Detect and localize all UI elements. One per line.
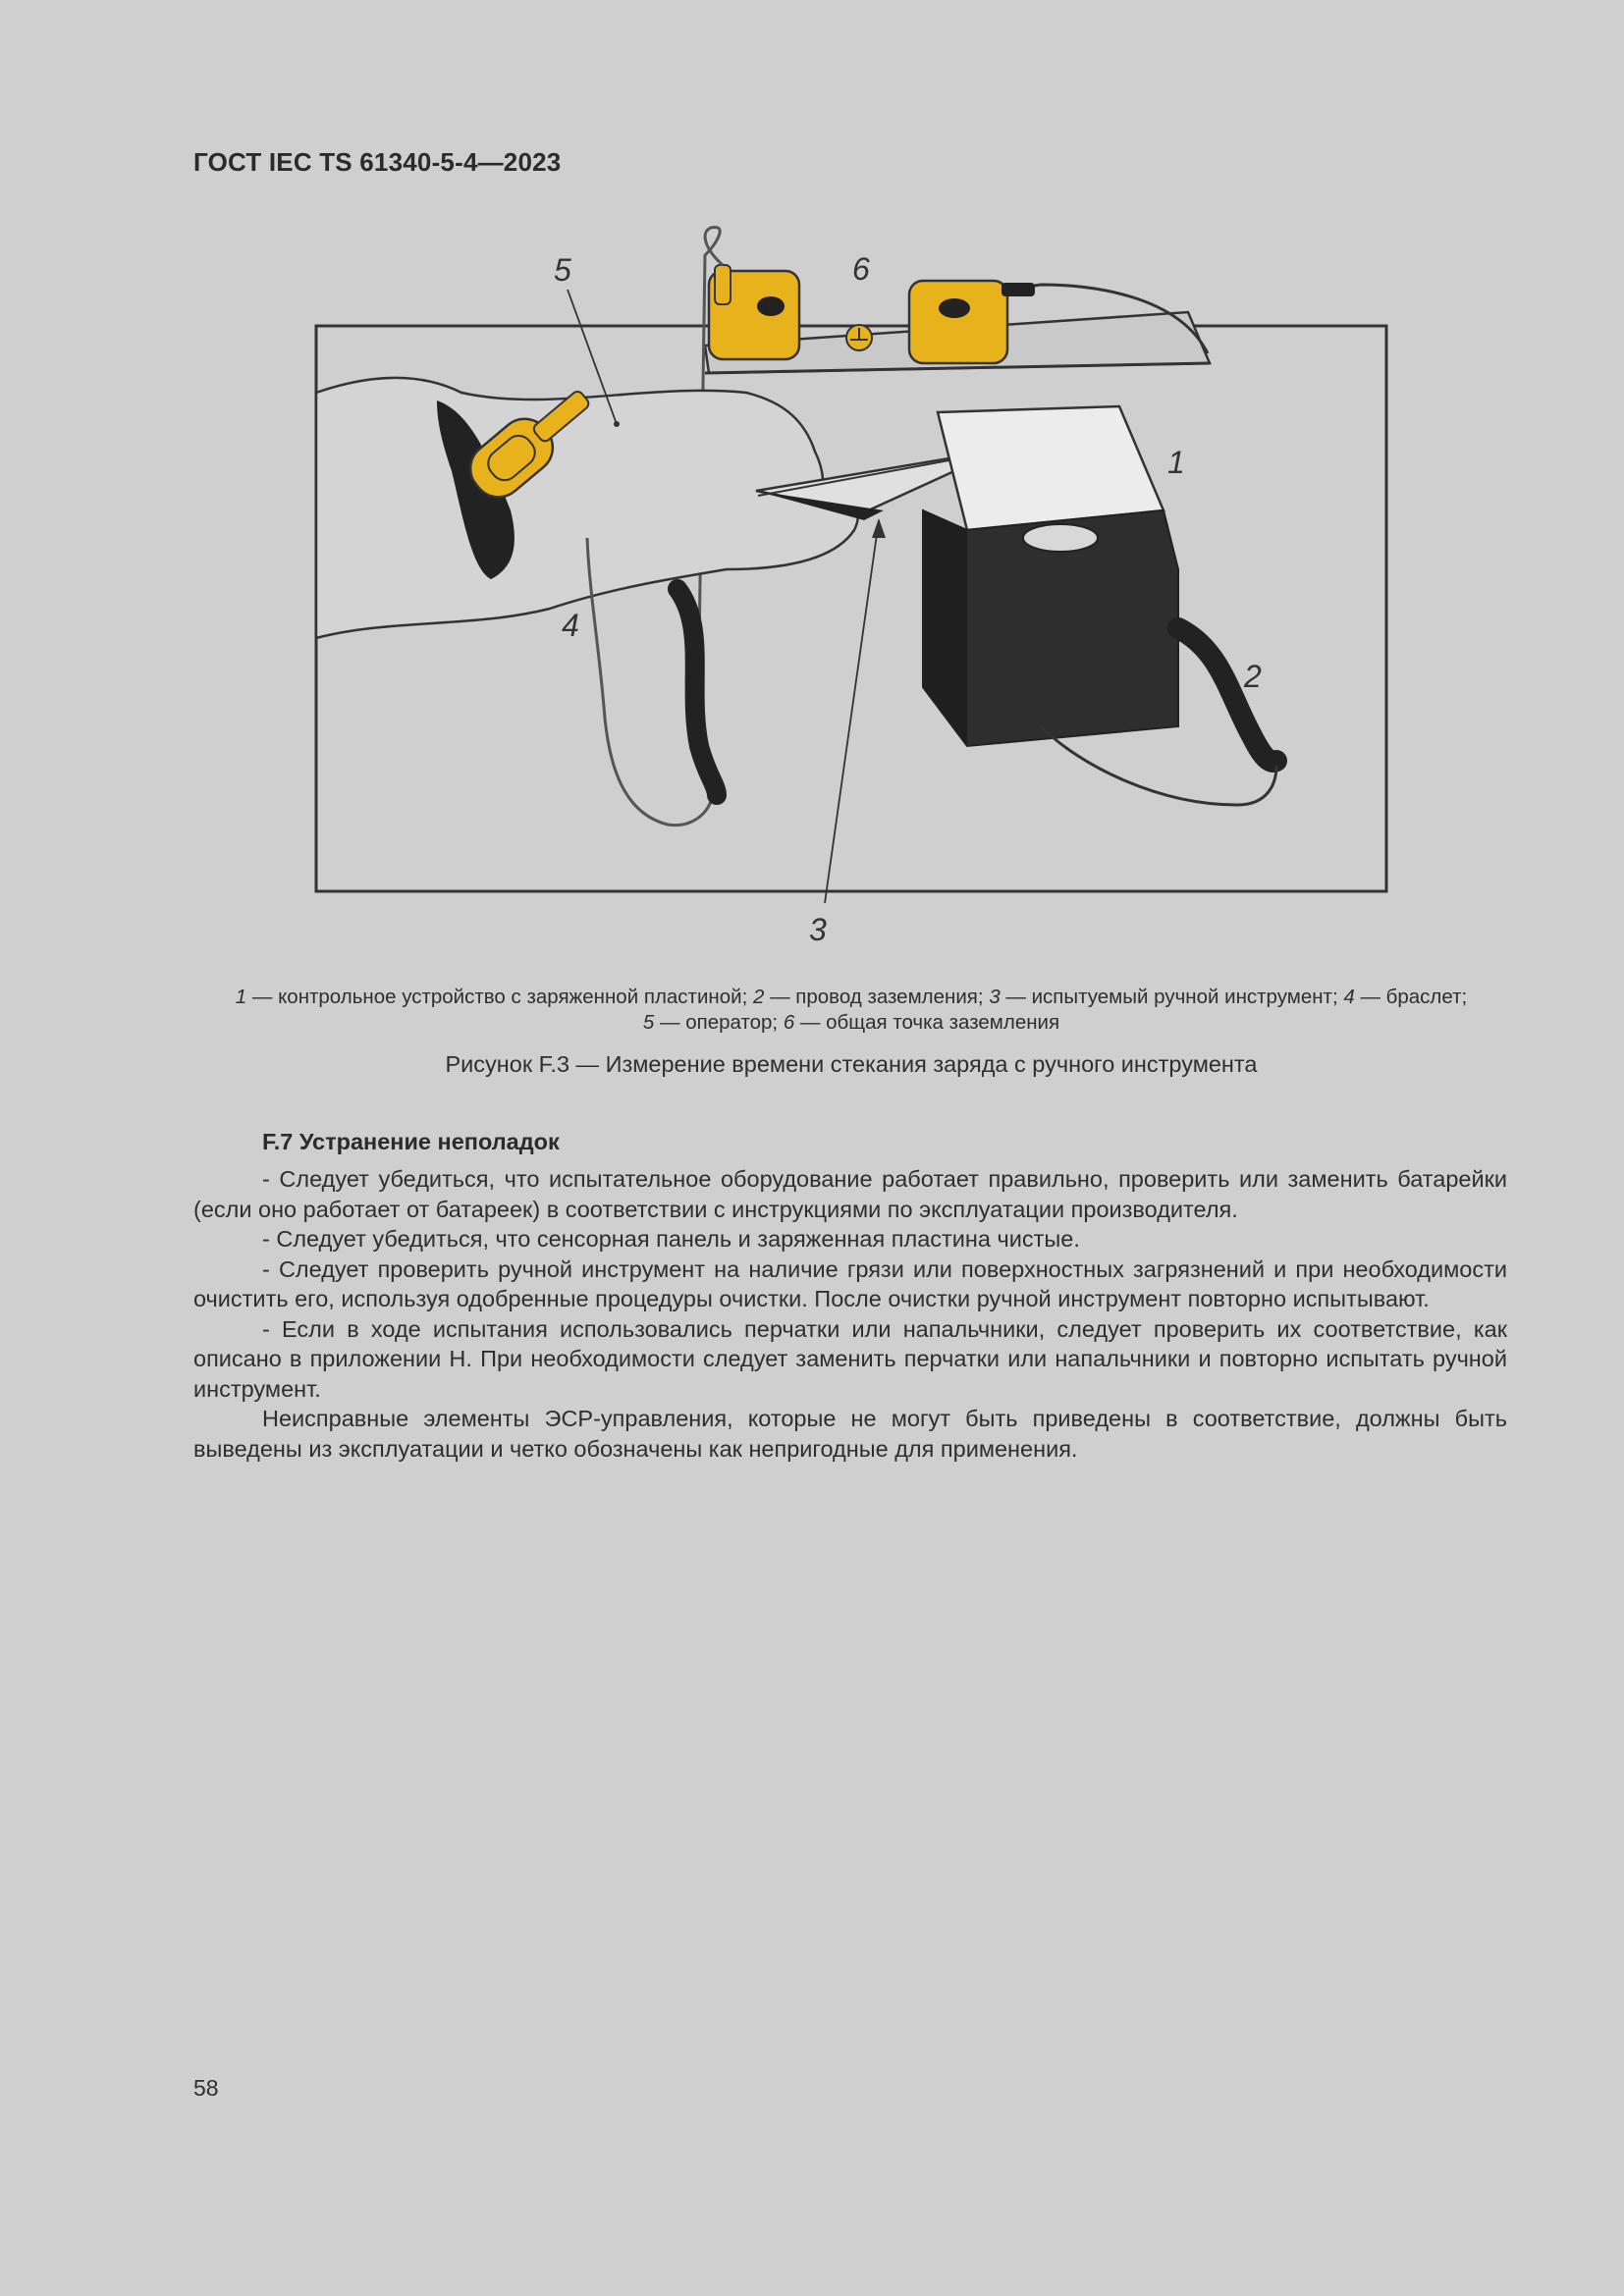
callout-4: 4 (562, 608, 579, 643)
legend-text: — оператор; (654, 1011, 784, 1034)
legend-text: — испытуемый ручной инструмент; (1000, 986, 1344, 1008)
callout-1: 1 (1167, 445, 1185, 480)
legend-num: 5 (642, 1011, 655, 1034)
legend-num: 4 (1343, 986, 1355, 1008)
ground-wire-coil-right (1178, 628, 1276, 762)
section-title: F.7 Устранение неполадок (262, 1129, 560, 1154)
legend-num: 6 (783, 1011, 795, 1034)
figure-f3 (0, 0, 1624, 982)
paragraph: - Если в ходе испытания использовались перчатки или напальчники, следует проверить их соответствие, как описано в приложении H. При необходимости следует заменить перчатки или напальчники и повторно испытать ручной инструмент. (193, 1315, 1507, 1402)
callout-2: 2 (1244, 659, 1262, 694)
callout-5: 5 (554, 252, 571, 288)
charged-plate (938, 406, 1164, 530)
legend-text: — провод заземления; (764, 986, 990, 1008)
figure-legend (193, 985, 1509, 1036)
operator-hand (316, 378, 858, 638)
paragraph: Неисправные элементы ЭСР-управления, которые не могут быть приведены в соответствие, должны быть выведены из эксплуатации и четко обозначены как непригодные для применения. (193, 1406, 1507, 1462)
figure-illustration (0, 0, 1624, 982)
callout-6: 6 (852, 251, 870, 287)
legend-num: 1 (235, 986, 247, 1008)
legend-text: — браслет; (1354, 986, 1468, 1008)
legend-text: — контрольное устройство с заряженной пластиной; (246, 986, 753, 1008)
paragraph: - Следует убедиться, что сенсорная панель и заряженная пластина чистые. (262, 1226, 1080, 1252)
ground-wire-coil-left (677, 589, 717, 795)
legend-text: — общая точка заземления (794, 1011, 1060, 1034)
paragraph: - Следует убедиться, что испытательное оборудование работает правильно, проверить или заменить батарейки (если оно работает от батареек) в соответствии с инструкциями по эксплуатации производителя. (193, 1166, 1507, 1222)
legend-num: 3 (989, 986, 1001, 1008)
ground-socket-right (909, 281, 1007, 363)
legend-num: 2 (752, 986, 765, 1008)
callout-3: 3 (809, 912, 827, 947)
document-header: ГОСТ IEC TS 61340-5-4—2023 (193, 147, 562, 177)
page-number: 58 (193, 2075, 219, 2101)
figure-caption: Рисунок F.3 — Измерение времени стекания заряда с ручного инструмента (445, 1051, 1258, 1077)
paragraph: - Следует проверить ручной инструмент на наличие грязи или поверхностных загрязнений и при необходимости очистить его, используя одобренные процедуры очистки. После очистки ручной инструмент повторно испытывают. (193, 1255, 1507, 1311)
section-body (193, 1164, 1507, 1464)
